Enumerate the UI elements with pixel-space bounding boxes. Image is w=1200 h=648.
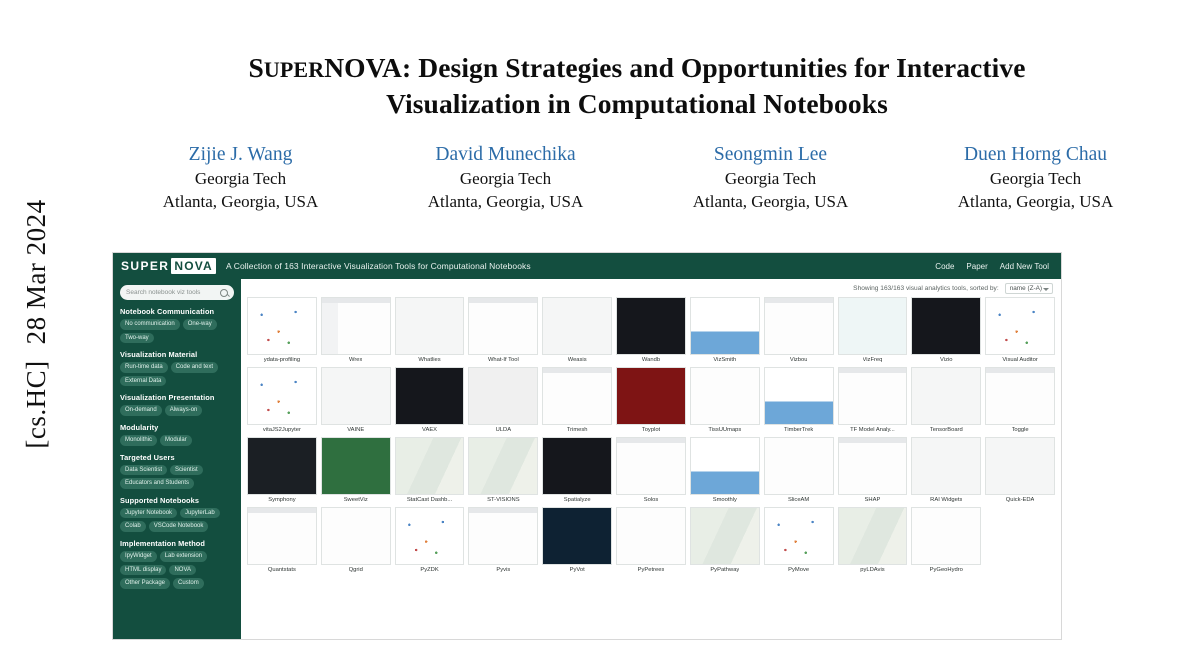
tool-card[interactable] xyxy=(911,507,981,573)
tool-thumbnail[interactable] xyxy=(542,507,612,565)
tool-name: PyVot xyxy=(569,567,585,573)
tool-card[interactable] xyxy=(542,367,612,433)
header-link-code[interactable]: Code xyxy=(935,261,955,271)
tool-thumbnail[interactable] xyxy=(764,297,834,355)
filter-chip[interactable]: Two-way xyxy=(120,333,154,344)
tool-card[interactable] xyxy=(764,297,834,363)
filter-chip[interactable]: Educators and Students xyxy=(120,478,194,489)
author-name: Zijie J. Wang xyxy=(188,144,293,165)
app-body xyxy=(113,279,1061,639)
tool-card[interactable] xyxy=(985,437,1055,503)
tool-card[interactable] xyxy=(690,367,760,433)
title-line2: Visualization in Computational Notebooks xyxy=(386,87,888,119)
arxiv-category: [cs.HC] xyxy=(20,360,51,449)
tool-name: PyMove xyxy=(788,567,810,573)
tool-thumbnail[interactable] xyxy=(247,367,317,425)
author-location: Atlanta, Georgia, USA xyxy=(427,191,584,211)
filter-chip[interactable]: Jupyter Notebook xyxy=(120,508,177,519)
author-affiliation: Georgia Tech xyxy=(724,169,817,189)
tool-name: Solos xyxy=(643,497,659,503)
tool-gallery xyxy=(241,279,1061,639)
tool-card[interactable] xyxy=(468,507,538,573)
tool-name: Whatlies xyxy=(418,357,441,363)
tool-card[interactable] xyxy=(395,367,465,433)
tool-name: VAEX xyxy=(422,427,438,433)
tool-name: Toyplot xyxy=(641,427,661,433)
facet-chips xyxy=(120,508,234,532)
facet-title: Notebook Communication xyxy=(120,307,215,316)
tool-name: Smoothly xyxy=(712,497,737,503)
author-block xyxy=(638,142,903,213)
tool-card[interactable] xyxy=(542,507,612,573)
tool-card[interactable] xyxy=(911,297,981,363)
facet-title: Targeted Users xyxy=(120,452,175,462)
filter-chip[interactable]: External Data xyxy=(120,376,166,387)
filter-chip[interactable]: Monolithic xyxy=(120,435,157,446)
arxiv-stamp xyxy=(0,0,72,648)
tool-name: VAINE xyxy=(347,427,365,433)
filter-chip[interactable]: IpyWidget xyxy=(120,551,157,562)
tool-card[interactable] xyxy=(690,507,760,573)
tool-name: PyPetrees xyxy=(637,567,665,573)
facet-implementation-method xyxy=(120,539,234,589)
tool-card[interactable] xyxy=(542,297,612,363)
app-header xyxy=(113,253,1061,279)
facet-chips xyxy=(120,551,234,589)
tool-name: Symphony xyxy=(268,497,296,503)
tool-thumbnail[interactable] xyxy=(616,437,686,495)
author-name: Duen Horng Chau xyxy=(964,144,1107,165)
tool-card[interactable] xyxy=(395,437,465,503)
tool-name: Visual Auditor xyxy=(1002,357,1038,363)
tool-name: SweetViz xyxy=(343,497,368,503)
facet-title: Visualization Presentation xyxy=(120,393,215,403)
tool-name: TimberTrek xyxy=(784,427,814,433)
sort-select[interactable]: name (Z-A) xyxy=(1005,283,1053,294)
filter-chip[interactable]: Colab xyxy=(120,521,146,532)
author-name: Seongmin Lee xyxy=(713,144,828,165)
tool-card[interactable] xyxy=(395,297,465,363)
facet-chips xyxy=(120,319,234,343)
tool-name: Pyvis xyxy=(496,567,511,573)
facet-title: Implementation Method xyxy=(120,538,206,548)
tool-name: Weasis xyxy=(567,357,587,363)
tool-thumbnail[interactable] xyxy=(616,507,686,565)
tool-thumbnail[interactable] xyxy=(911,437,981,495)
filter-chip[interactable]: Other Package xyxy=(120,578,170,589)
tool-name: ULDA xyxy=(495,427,512,433)
header-link-paper[interactable]: Paper xyxy=(966,261,988,271)
tool-thumbnail[interactable] xyxy=(838,367,908,425)
tool-name: TF Model Analy... xyxy=(850,427,895,433)
tool-thumbnail[interactable] xyxy=(985,297,1055,355)
tool-name: Vizio xyxy=(940,357,953,363)
tool-thumbnail[interactable] xyxy=(321,297,391,355)
tool-card[interactable] xyxy=(616,367,686,433)
facet-chips xyxy=(120,465,234,489)
header-links xyxy=(935,262,1053,271)
tool-grid xyxy=(245,295,1057,575)
filter-chip[interactable]: Scientist xyxy=(170,465,203,476)
tool-thumbnail[interactable] xyxy=(468,507,538,565)
tool-thumbnail[interactable] xyxy=(616,297,686,355)
tool-thumbnail[interactable] xyxy=(468,367,538,425)
tool-thumbnail[interactable] xyxy=(764,437,834,495)
teaser-figure xyxy=(112,252,1062,640)
facet-chips xyxy=(120,362,234,386)
logo-nova: NOVA xyxy=(171,258,216,274)
app-subtitle: A Collection of 163 Interactive Visualization Tools for Computational Notebooks xyxy=(225,261,531,271)
tool-thumbnail[interactable] xyxy=(321,507,391,565)
tool-card[interactable] xyxy=(321,437,391,503)
facet-modularity xyxy=(120,423,234,446)
page-title xyxy=(102,50,1172,122)
tool-thumbnail[interactable] xyxy=(395,507,465,565)
filter-chip[interactable]: Lab extension xyxy=(160,551,207,562)
tool-name: ydata-profiling xyxy=(263,357,301,363)
author-location: Atlanta, Georgia, USA xyxy=(957,191,1114,211)
tool-card[interactable] xyxy=(321,367,391,433)
tool-card[interactable] xyxy=(690,437,760,503)
tool-thumbnail[interactable] xyxy=(468,297,538,355)
tool-name: vitaJS2Jupyter xyxy=(262,427,301,433)
filter-chip[interactable]: Modular xyxy=(160,435,192,446)
tool-card[interactable] xyxy=(911,367,981,433)
facet-visualization-presentation xyxy=(120,393,234,416)
tool-name: Spatialyze xyxy=(563,497,591,503)
facet-title: Supported Notebooks xyxy=(120,495,200,505)
filter-chip[interactable]: One-way xyxy=(183,319,217,330)
search-placeholder: Search notebook viz tools xyxy=(126,289,201,296)
tool-thumbnail[interactable] xyxy=(985,367,1055,425)
title-rest: : Design Strategies and Opportunities for Interactive xyxy=(402,52,1026,83)
tool-name: RAI Widgets xyxy=(930,497,963,503)
tool-thumbnail[interactable] xyxy=(764,367,834,425)
tool-card[interactable] xyxy=(838,367,908,433)
tool-name: ST-VISIONS xyxy=(487,497,520,503)
tool-thumbnail[interactable] xyxy=(985,437,1055,495)
tool-name: Toggle xyxy=(1011,427,1029,433)
tool-thumbnail[interactable] xyxy=(911,367,981,425)
tool-thumbnail[interactable] xyxy=(542,367,612,425)
sidebar xyxy=(113,279,241,639)
tool-thumbnail[interactable] xyxy=(542,297,612,355)
tool-name: PyPathway xyxy=(710,567,740,573)
facet-title: Modularity xyxy=(120,422,159,432)
facet-chips xyxy=(120,435,234,446)
filter-chip[interactable]: On-demand xyxy=(120,405,162,416)
header-link-add-new-tool[interactable]: Add New Tool xyxy=(999,261,1049,271)
gallery-toolbar xyxy=(245,282,1057,295)
tool-name: Trimesh xyxy=(566,427,588,433)
tool-name: SliceAM xyxy=(787,497,810,503)
tool-card[interactable] xyxy=(616,437,686,503)
tool-card[interactable] xyxy=(690,297,760,363)
tool-card[interactable] xyxy=(468,437,538,503)
facet-visualization-material xyxy=(120,350,234,386)
tool-name: StatCast Dashb... xyxy=(406,497,453,503)
tool-card[interactable] xyxy=(247,297,317,363)
author-affiliation: Georgia Tech xyxy=(459,169,552,189)
tool-card[interactable] xyxy=(542,437,612,503)
tool-thumbnail[interactable] xyxy=(911,297,981,355)
filter-chip[interactable]: JupyterLab xyxy=(180,508,220,519)
tool-card[interactable] xyxy=(321,297,391,363)
tool-card[interactable] xyxy=(247,437,317,503)
title-nova: NOVA xyxy=(324,52,403,83)
filter-chip[interactable]: HTML display xyxy=(120,565,166,576)
tool-thumbnail[interactable] xyxy=(690,367,760,425)
tool-card[interactable] xyxy=(838,437,908,503)
tool-thumbnail[interactable] xyxy=(247,507,317,565)
tool-name: Quick-EDA xyxy=(1005,497,1035,503)
author-location: Atlanta, Georgia, USA xyxy=(162,191,319,211)
tool-card[interactable] xyxy=(911,437,981,503)
tool-thumbnail[interactable] xyxy=(616,367,686,425)
filter-chip[interactable]: Custom xyxy=(173,578,204,589)
author-location: Atlanta, Georgia, USA xyxy=(692,191,849,211)
tool-thumbnail[interactable] xyxy=(395,437,465,495)
tool-thumbnail[interactable] xyxy=(690,507,760,565)
tool-card[interactable] xyxy=(395,507,465,573)
tool-thumbnail[interactable] xyxy=(690,437,760,495)
arxiv-date: 28 Mar 2024 xyxy=(20,199,51,345)
tool-card[interactable] xyxy=(321,507,391,573)
author-affiliation: Georgia Tech xyxy=(194,169,287,189)
tool-thumbnail[interactable] xyxy=(838,507,908,565)
tool-card[interactable] xyxy=(616,507,686,573)
tool-card[interactable] xyxy=(247,507,317,573)
tool-thumbnail[interactable] xyxy=(247,297,317,355)
tool-thumbnail[interactable] xyxy=(838,437,908,495)
tool-name: SHAP xyxy=(864,497,881,503)
app-logo xyxy=(121,258,216,274)
tool-card[interactable] xyxy=(468,297,538,363)
tool-thumbnail[interactable] xyxy=(395,297,465,355)
title-s: S xyxy=(248,52,264,83)
tool-card[interactable] xyxy=(764,367,834,433)
author-block xyxy=(903,142,1168,213)
tool-name: Qgrid xyxy=(348,567,363,573)
facet-targeted-users xyxy=(120,453,234,489)
author-name: David Munechika xyxy=(435,144,576,165)
author-affiliation: Georgia Tech xyxy=(989,169,1082,189)
author-list xyxy=(108,142,1168,213)
filter-chip[interactable]: Always-on xyxy=(165,405,203,416)
tool-thumbnail[interactable] xyxy=(247,437,317,495)
tool-name: TissUUmaps xyxy=(708,427,742,433)
filter-chip[interactable]: Data Scientist xyxy=(120,465,167,476)
facet-title: Visualization Material xyxy=(120,350,198,360)
tool-card[interactable] xyxy=(838,297,908,363)
tool-card[interactable] xyxy=(985,367,1055,433)
tool-thumbnail[interactable] xyxy=(321,437,391,495)
tool-thumbnail[interactable] xyxy=(690,297,760,355)
search-input[interactable] xyxy=(120,285,234,300)
filter-chip[interactable]: NOVA xyxy=(169,565,196,576)
tool-card[interactable] xyxy=(764,507,834,573)
tool-name: pyLDAvis xyxy=(860,567,885,573)
author-block xyxy=(108,142,373,213)
author-block xyxy=(373,142,638,213)
tool-thumbnail[interactable] xyxy=(468,437,538,495)
filter-chip[interactable]: No communication xyxy=(120,319,180,330)
search-icon xyxy=(220,289,228,297)
tool-thumbnail[interactable] xyxy=(764,507,834,565)
facet-notebook-communication xyxy=(120,307,234,343)
filter-chip[interactable]: Code and text xyxy=(171,362,218,373)
filter-chip[interactable]: Run-time data xyxy=(120,362,168,373)
tool-name: Vizbou xyxy=(789,357,808,363)
tool-name: Quantstats xyxy=(267,567,296,573)
tool-card[interactable] xyxy=(764,437,834,503)
tool-name: TensorBoard xyxy=(929,427,963,433)
tool-thumbnail[interactable] xyxy=(321,367,391,425)
tool-card[interactable] xyxy=(247,367,317,433)
title-uper: UPER xyxy=(263,57,325,82)
tool-name: Wandb xyxy=(641,357,661,363)
tool-name: Wrex xyxy=(349,357,363,363)
tool-name: PyGeoHydro xyxy=(929,567,963,573)
tool-card[interactable] xyxy=(468,367,538,433)
tool-name: What-If Tool xyxy=(487,357,519,363)
logo-super: SUPER xyxy=(121,259,170,273)
tool-card[interactable] xyxy=(985,297,1055,363)
tool-card[interactable] xyxy=(838,507,908,573)
paper-page xyxy=(72,0,1200,648)
tool-name: PyZDK xyxy=(420,567,439,573)
filter-chip[interactable]: VSCode Notebook xyxy=(149,521,209,532)
tool-thumbnail[interactable] xyxy=(395,367,465,425)
showing-count-label: Showing 163/163 visual analytics tools, sorted by: xyxy=(853,285,999,292)
tool-name: VizSmith xyxy=(713,357,737,363)
facet-supported-notebooks xyxy=(120,496,234,532)
tool-card[interactable] xyxy=(616,297,686,363)
tool-name: VizFreq xyxy=(862,357,883,363)
tool-thumbnail[interactable] xyxy=(838,297,908,355)
tool-thumbnail[interactable] xyxy=(911,507,981,565)
tool-thumbnail[interactable] xyxy=(542,437,612,495)
facet-chips xyxy=(120,405,234,416)
